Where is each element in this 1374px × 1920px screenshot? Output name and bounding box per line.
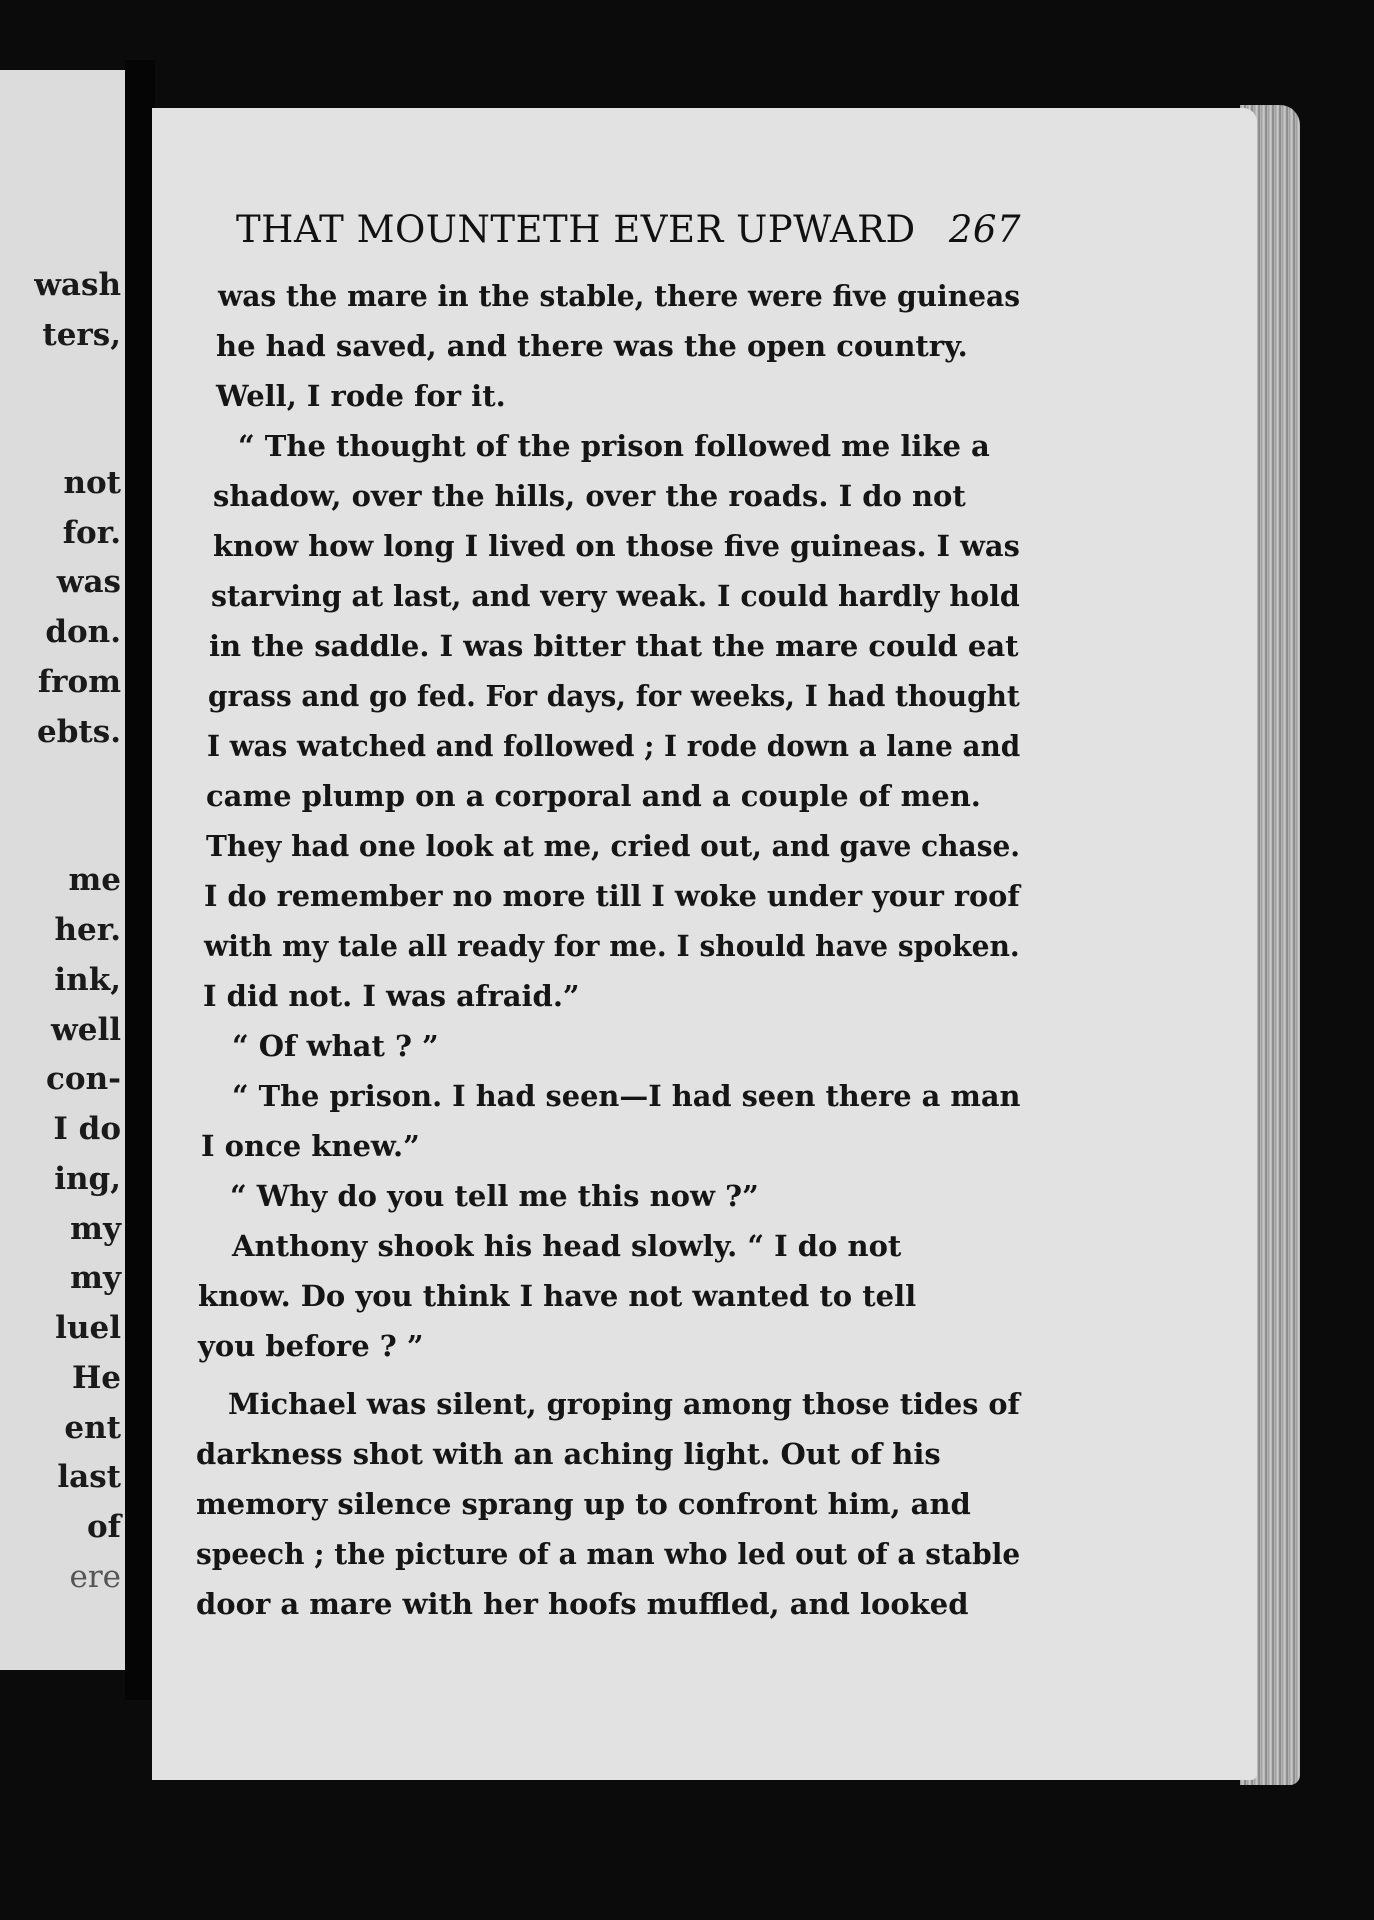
text-line: grass and go fed. For days, for weeks, I had thought <box>208 679 1020 713</box>
left-fragment: I do <box>53 1111 121 1147</box>
text-line: came plump on a corporal and a couple of men. <box>206 779 981 813</box>
left-fragment: luel <box>55 1310 121 1346</box>
left-fragment: ters, <box>42 317 121 353</box>
text-line: I once knew.” <box>201 1129 420 1163</box>
text-line: you before ? ” <box>198 1329 424 1363</box>
left-fragment: ink, <box>54 962 121 998</box>
text-line: I do remember no more till I woke under your roof <box>204 879 1020 913</box>
running-head <box>236 208 1021 251</box>
text-line: door a mare with her hoofs muffled, and looked <box>196 1587 969 1621</box>
left-fragment: not <box>63 465 121 501</box>
text-line: darkness shot with an aching light. Out of his <box>196 1437 941 1471</box>
left-fragment: ing, <box>54 1161 121 1197</box>
text-line: know how long I lived on those five guineas. I was <box>213 529 1020 563</box>
left-fragment: me <box>68 862 121 898</box>
page-number: 267 <box>948 208 1021 251</box>
left-fragment: of <box>86 1509 121 1545</box>
text-line: speech ; the picture of a man who led out of a stable <box>196 1537 1021 1571</box>
left-fragment: wash <box>34 267 121 303</box>
text-line: They had one look at me, cried out, and gave chase. <box>206 829 1021 863</box>
left-fragment: con- <box>46 1061 121 1097</box>
text-line: Michael was silent, groping among those tides of <box>228 1387 1020 1421</box>
left-fragment: my <box>70 1260 121 1296</box>
text-line: memory silence sprang up to confront him, and <box>196 1487 971 1521</box>
text-line: with my tale all ready for me. I should have spoken. <box>204 929 1020 963</box>
previous-page-fragment <box>0 70 125 1670</box>
left-fragment: ent <box>64 1410 121 1446</box>
left-fragment: ere <box>69 1559 121 1595</box>
left-fragment: for. <box>62 515 121 551</box>
text-line: Anthony shook his head slowly. “ I do not <box>232 1229 902 1263</box>
text-line: “ Why do you tell me this now ?” <box>230 1179 759 1213</box>
text-line: “ The thought of the prison followed me like a <box>238 429 990 463</box>
text-line: I was watched and followed ; I rode down a lane and <box>207 729 1021 763</box>
text-line: starving at last, and very weak. I could hardly hold <box>211 579 1020 613</box>
text-line: I did not. I was afraid.” <box>203 979 580 1013</box>
text-line: know. Do you think I have not wanted to tell <box>198 1279 917 1313</box>
left-fragment: don. <box>45 614 121 650</box>
left-fragment: ebts. <box>37 714 121 750</box>
left-fragment: from <box>37 664 121 700</box>
book-gutter <box>125 60 155 1700</box>
left-fragment: well <box>51 1012 121 1048</box>
text-line: he had saved, and there was the open country. <box>216 329 968 363</box>
text-line: “ The prison. I had seen—I had seen there a man <box>232 1079 1021 1113</box>
text-line: shadow, over the hills, over the roads. I do not <box>213 479 966 513</box>
left-fragment: her. <box>54 912 121 948</box>
left-fragment: He <box>71 1360 121 1396</box>
left-fragment: was <box>56 564 121 600</box>
left-fragment: last <box>57 1459 121 1495</box>
left-fragment: my <box>70 1211 121 1247</box>
text-line: “ Of what ? ” <box>232 1029 439 1063</box>
running-head-title: THAT MOUNTETH EVER UPWARD <box>236 208 916 251</box>
text-line: Well, I rode for it. <box>216 379 506 413</box>
text-line: was the mare in the stable, there were five guineas <box>218 279 1021 313</box>
text-line: in the saddle. I was bitter that the mare could eat <box>209 629 1019 663</box>
